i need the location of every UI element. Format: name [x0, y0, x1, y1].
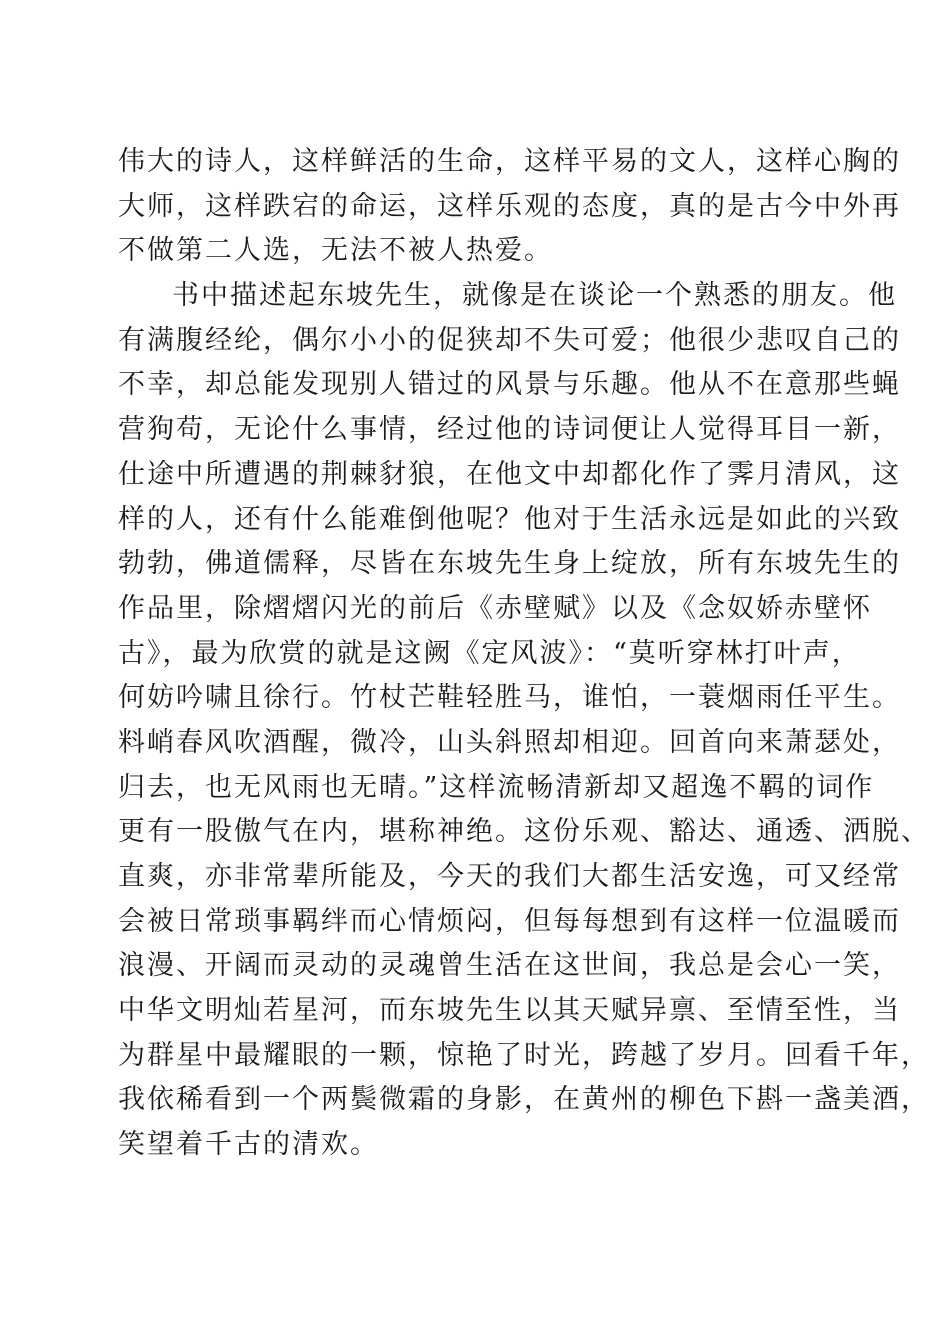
- paragraph-2-line: 不幸，却总能发现别人错过的风景与乐趣。他从不在意那些蝇: [118, 369, 901, 401]
- paragraph-2-line: 有满腹经纶，偶尔小小的促狭却不失可爱；他很少悲叹自己的: [118, 324, 901, 356]
- paragraph-2-line: 营狗苟，无论什么事情，经过他的诗词便让人觉得耳目一新，: [118, 414, 901, 446]
- paragraph-1-line: 伟大的诗人，这样鲜活的生命，这样平易的文人，这样心胸的: [118, 146, 901, 177]
- paragraph-2-line: 我依稀看到一个两鬓微霜的身影，在黄州的柳色下斟一盏美酒，: [118, 1084, 930, 1116]
- paragraph-1-line: 大师，这样跌宕的命运，这样乐观的态度，真的是古今中外再: [118, 190, 901, 222]
- paragraph-2-line: 作品里，除熠熠闪光的前后《赤壁赋》以及《念奴娇赤壁怀: [118, 592, 872, 624]
- paragraph-2-line: 料峭春风吹酒醒，微冷，山头斜照却相迎。回首向来萧瑟处，: [118, 726, 901, 758]
- paragraph-2-line: 中华文明灿若星河，而东坡先生以其天赋异禀、至情至性，当: [118, 995, 901, 1027]
- paragraph-1-line: 不做第二人选，无法不被人热爱。: [118, 235, 553, 267]
- paragraph-2-line: 为群星中最耀眼的一颗，惊艳了时光，跨越了岁月。回看千年，: [118, 1039, 930, 1071]
- paragraph-2-line: 浪漫、开阔而灵动的灵魂曾生活在这世间，我总是会心一笑，: [118, 950, 901, 982]
- paragraph-2-first-line: 书中描述起东坡先生，就像是在谈论一个熟悉的朋友。他: [172, 280, 897, 312]
- paragraph-2-line: 更有一股傲气在内，堪称神绝。这份乐观、豁达、通透、洒脱、: [118, 816, 930, 848]
- body-text: [118, 140, 930, 1168]
- paragraph-2-line: 直爽，亦非常辈所能及，今天的我们大都生活安逸，可又经常: [118, 861, 901, 892]
- paragraph-2-line: 归去，也无风雨也无晴。”这样流畅清新却又超逸不羁的词作: [118, 771, 875, 803]
- paragraph-2-line: 勃勃，佛道儒释，尽皆在东坡先生身上绽放，所有东坡先生的: [118, 548, 901, 580]
- paragraph-2-line: 样的人，还有什么能难倒他呢？他对于生活永远是如此的兴致: [118, 503, 901, 535]
- paragraph-2-line: 笑望着千古的清欢。: [118, 1129, 379, 1161]
- paragraph-2-line: 古》，最为欣赏的就是这阙《定风波》：“莫听穿林打叶声，: [118, 637, 861, 669]
- paragraph-2-line: 仕途中所遭遇的荆棘豺狼，在他文中却都化作了霁月清风，这: [118, 458, 901, 490]
- paragraph-2-line: 何妨吟啸且徐行。竹杖芒鞋轻胜马，谁怕，一蓑烟雨任平生。: [118, 682, 901, 714]
- paragraph-2-line: 会被日常琐事羁绊而心情烦闷，但每每想到有这样一位温暖而: [118, 905, 901, 937]
